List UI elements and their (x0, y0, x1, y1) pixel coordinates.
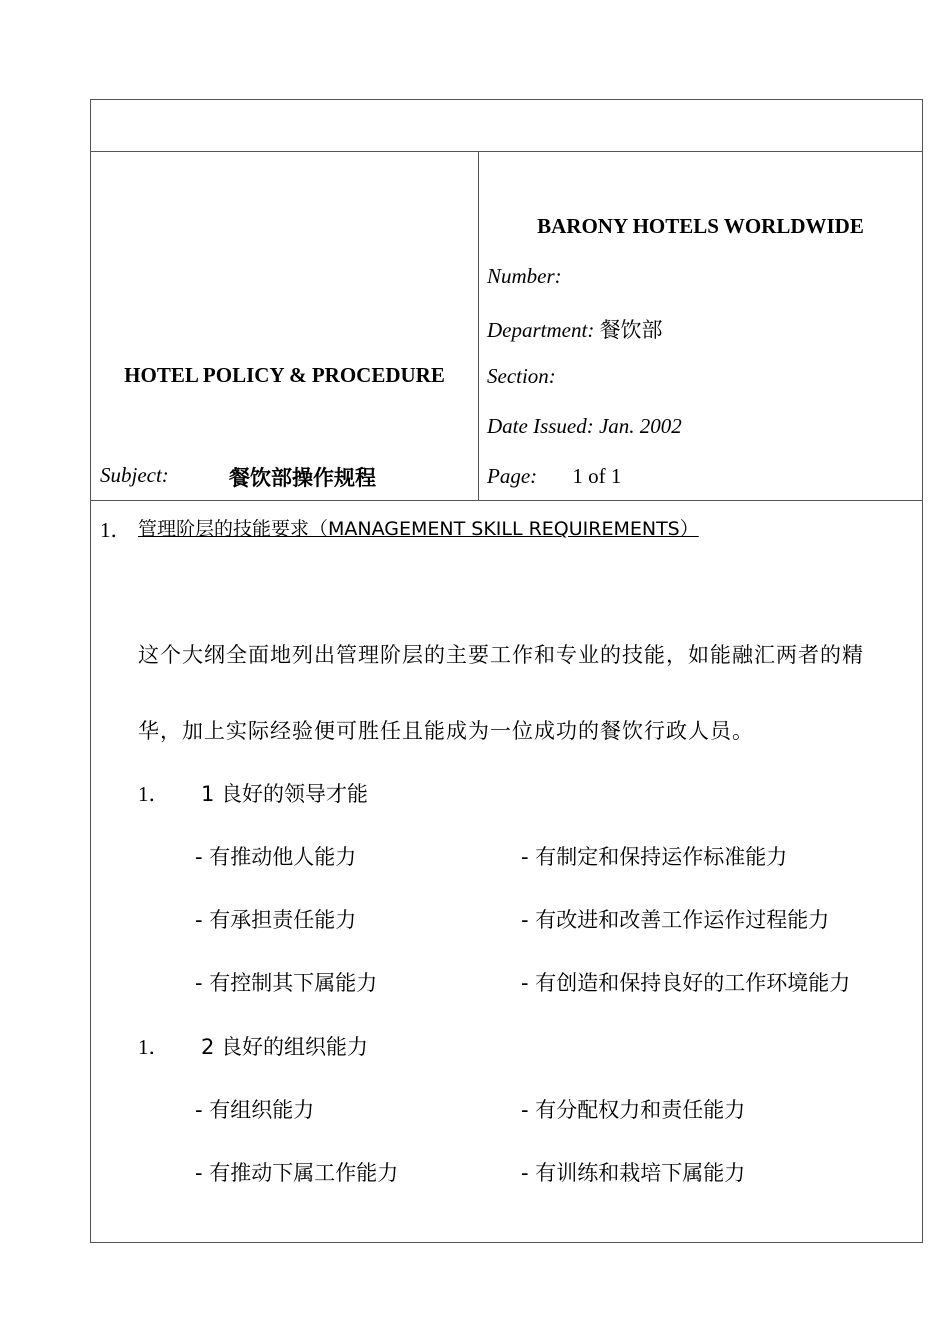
document-body (91, 501, 922, 1242)
skill-item: - 有创造和保持良好的工作环境能力 (521, 971, 851, 995)
subsection-2-title: 2 良好的组织能力 (201, 1035, 369, 1059)
department-label: Department: (487, 318, 595, 342)
skill-item: - 有组织能力 (195, 1098, 315, 1122)
subsection-2-number: 1． (138, 1035, 170, 1059)
subject-value: 餐饮部操作规程 (229, 466, 376, 490)
company-name: BARONY HOTELS WORLDWIDE (537, 214, 864, 238)
subsection-1-number: 1． (138, 782, 170, 806)
date-issued: Date Issued: Jan. 2002 (487, 414, 682, 438)
section-label: Section: (487, 364, 556, 388)
number-field (487, 264, 562, 289)
department-field (487, 314, 663, 344)
skill-item: - 有改进和改善工作运作过程能力 (521, 908, 830, 932)
document-header (91, 152, 922, 501)
header-left-cell (91, 152, 479, 500)
skill-item: - 有制定和保持运作标准能力 (521, 845, 788, 869)
intro-paragraph-line-1: 这个大纲全面地列出管理阶层的主要工作和专业的技能，如能融汇两者的精 (138, 643, 864, 667)
skill-item: - 有训练和栽培下属能力 (521, 1161, 746, 1185)
intro-paragraph-line-2: 华，加上实际经验便可胜任且能成为一位成功的餐饮行政人员。 (138, 719, 754, 743)
skill-item: - 有承担责任能力 (195, 908, 357, 932)
policy-document-frame (90, 99, 923, 1243)
number-label: Number: (487, 264, 562, 288)
date-issued-field (487, 414, 682, 439)
subsection-1-title: 1 良好的领导才能 (201, 782, 369, 806)
page-field (487, 464, 621, 489)
header-right-cell (479, 152, 922, 500)
skill-item: - 有控制其下属能力 (195, 971, 378, 995)
section-number: 1． (100, 518, 132, 542)
page-label: Page: (487, 464, 538, 488)
section-field (487, 364, 556, 389)
skill-item: - 有分配权力和责任能力 (521, 1098, 746, 1122)
department-value: 餐饮部 (599, 318, 663, 342)
skill-item: - 有推动下属工作能力 (195, 1161, 399, 1185)
skill-item: - 有推动他人能力 (195, 845, 357, 869)
section-heading: 管理阶层的技能要求（MANAGEMENT SKILL REQUIREMENTS） (138, 518, 699, 540)
page-value: 1 of 1 (572, 464, 622, 488)
subject-label: Subject: (100, 463, 169, 487)
empty-top-row (91, 100, 922, 152)
policy-title: HOTEL POLICY & PROCEDURE (124, 363, 445, 387)
